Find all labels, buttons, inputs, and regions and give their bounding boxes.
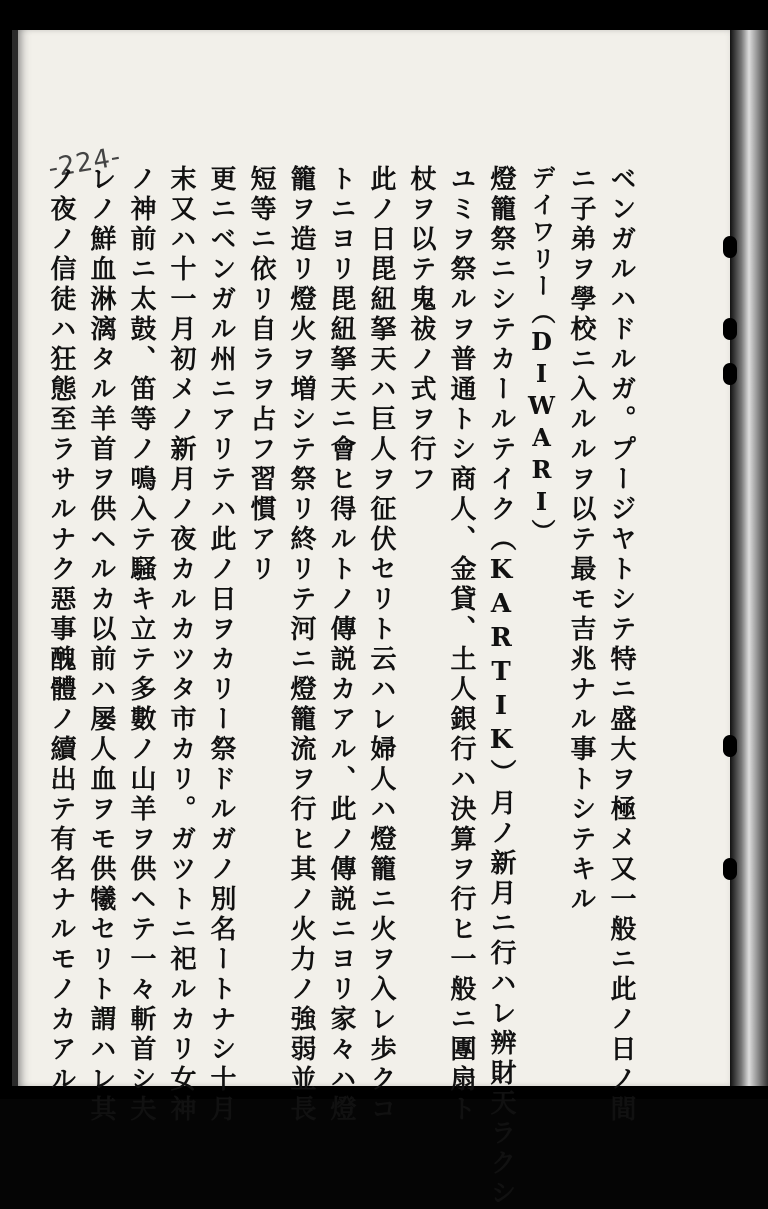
section-heading: デイワリー（DIWARI） (527, 165, 556, 546)
vertical-text-block (46, 165, 638, 1209)
text-line: ノ神前ニ太鼓、笛等ノ鳴入テ騒キ立テ多數ノ山羊ヲ供ヘテ一々斬首シ夫 (126, 165, 156, 1125)
text-line: ベンガルハドルガ。プージヤトシテ特ニ盛大ヲ極メ又一般ニ此ノ日ノ間 (606, 165, 636, 1125)
binding-ring (723, 236, 737, 258)
binding-ring (723, 363, 737, 385)
text-line: 短等ニ依リ自ラヲ占フ習慣アリ (246, 165, 276, 585)
text-line: トニヨリ毘紐拏天ニ會ヒ得ルトノ傳説カアル、此ノ傳説ニヨリ家々ハ燈 (326, 165, 356, 1125)
text-line: 更ニベンガル州ニアリテハ此ノ日ヲカリー祭ドルガノ別名ートナシ十月 (206, 165, 236, 1125)
text-line: 杖ヲ以テ鬼祓ノ式ヲ行フ (406, 165, 436, 495)
text-line: 末又ハ十一月初メノ新月ノ夜カルカツタ市カリ。ガツトニ祀ルカリ女神 (166, 165, 196, 1125)
text-line: 籠ヲ造リ燈火ヲ増シテ祭リ終リテ河ニ燈籠流ヲ行ヒ其ノ火力ノ強弱並長 (286, 165, 316, 1125)
text-line: 燈籠祭ニシテカールテイク（KARTIK）月ノ新月ニ行ハレ辨財天ラクシ (486, 165, 516, 1209)
text-line: ユミヲ祭ルヲ普通トシ商人、金貸、土人銀行ハ決算ヲ行ヒ一般ニ團扇ト (446, 165, 476, 1125)
binding-ring (723, 858, 737, 880)
text-line: ノ夜ノ信徒ハ狂態至ラサルナク惡事醜體ノ續出テ有名ナルモノカアル (46, 165, 76, 1095)
binding-ring (723, 735, 737, 757)
binding-ring (723, 318, 737, 340)
text-line: レノ鮮血淋漓タル羊首ヲ供ヘルカ以前ハ屡人血ヲモ供犧セリト謂ハレ其 (86, 165, 116, 1125)
binding-edge (730, 30, 768, 1086)
text-line: 此ノ日毘紐拏天ハ巨人ヲ征伏セリト云ハレ婦人ハ燈籠ニ火ヲ入レ歩クコ (366, 165, 396, 1125)
document-page (12, 30, 736, 1209)
text-line: ニ子弟ヲ學校ニ入ルルヲ以テ最モ吉兆ナル事トシテキル (566, 165, 596, 915)
page-number: -224- (45, 141, 124, 185)
